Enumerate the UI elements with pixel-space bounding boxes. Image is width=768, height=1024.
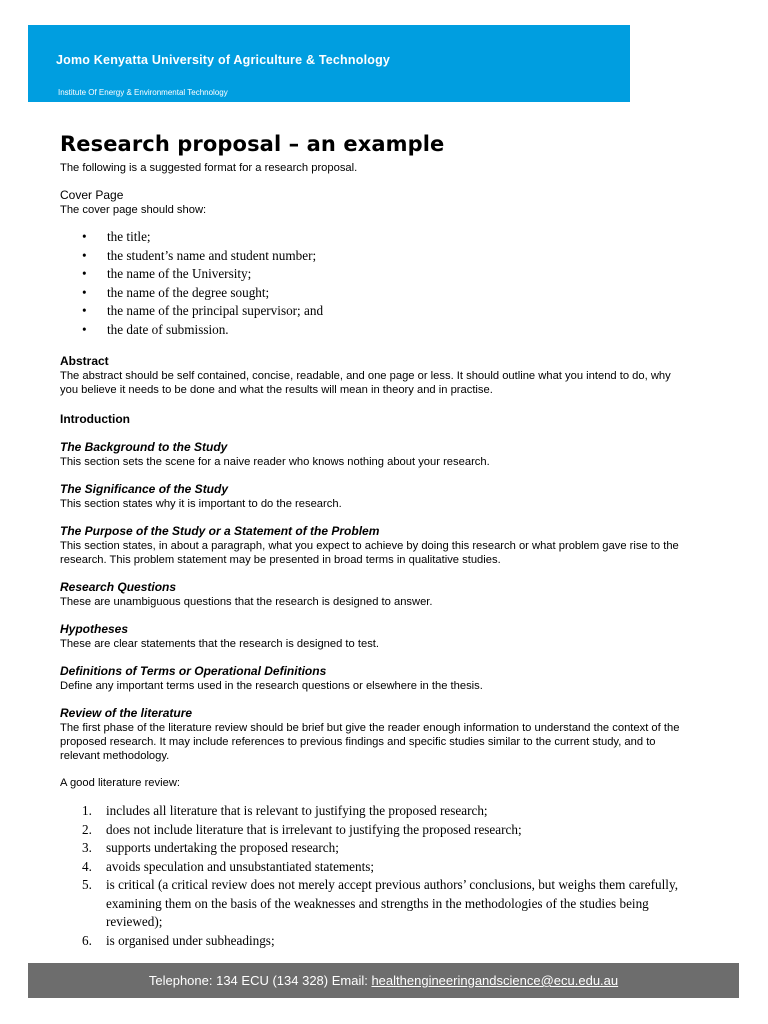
section-heading: Hypotheses xyxy=(60,622,129,636)
page-title: Research proposal – an example xyxy=(60,132,445,156)
list-item: • the date of submission. xyxy=(60,321,680,340)
list-text: is organised under subheadings; xyxy=(106,932,275,948)
intro-text: The following is a suggested format for a research proposal. xyxy=(60,162,358,174)
section-text: This section states, in about a paragraph, what you expect to achieve by doing this research or what problem gave rise to the research. This problem statement may be presented in broad terms in qualitative studies. xyxy=(60,540,679,566)
review-list xyxy=(60,802,680,950)
footer-bar xyxy=(28,963,739,998)
list-number: 3. xyxy=(82,840,92,855)
section-heading: Definitions of Terms or Operational Definitions xyxy=(60,664,327,678)
section-heading: The Background to the Study xyxy=(60,440,228,454)
section-text: These are clear statements that the research is designed to test. xyxy=(60,638,380,650)
list-number: 5. xyxy=(82,877,92,892)
section-heading: Review of the literature xyxy=(60,706,193,720)
list-number: 6. xyxy=(82,932,92,948)
cover-text: The cover page should show: xyxy=(60,204,207,216)
section-text: This section sets the scene for a naive reader who knows nothing about your research. xyxy=(60,456,490,468)
footer-contact: Telephone: 134 ECU (134 328) Email: xyxy=(148,973,372,988)
section-heading: The Significance of the Study xyxy=(60,482,229,496)
list-item: • the title; xyxy=(60,228,680,247)
list-item: • the student’s name and student number; xyxy=(60,247,680,266)
list-text: is critical (a critical review does not merely accept previous authors’ conclusions, but weighs them carefully, examining them on the basis of the weaknesses and strengths in the methodologies of the studies being reviewed); xyxy=(106,877,678,929)
section-text: This section states why it is important to do the research. xyxy=(60,498,342,510)
department-name: Institute Of Energy & Environmental Technology xyxy=(58,88,228,97)
list-item: • the name of the degree sought; xyxy=(60,284,680,303)
institution-name: Jomo Kenyatta University of Agriculture & Technology xyxy=(56,53,391,67)
email-link[interactable]: healthengineeringandscience@ecu.edu.au xyxy=(371,973,619,988)
list-text: supports undertaking the proposed research; xyxy=(106,840,339,855)
list-text: includes all literature that is relevant to justifying the proposed research; xyxy=(106,803,488,818)
review-lead: A good literature review: xyxy=(60,777,181,789)
header-banner xyxy=(28,25,630,102)
section-text: These are unambiguous questions that the research is designed to answer. xyxy=(60,596,433,608)
abstract-heading: Abstract xyxy=(60,354,109,368)
list-item xyxy=(60,802,680,821)
list-item: • the name of the principal supervisor; and xyxy=(60,302,680,321)
section-text: Define any important terms used in the research questions or elsewhere in the thesis. xyxy=(60,680,483,692)
list-number: 4. xyxy=(82,858,92,874)
cover-heading: Cover Page xyxy=(60,188,124,202)
list-item xyxy=(60,876,680,932)
section-text: The first phase of the literature review should be brief but give the reader enough information to understand the context of the proposed research. It may include references to previous findings and specific studies similar to the current study, and to relevant methodology. xyxy=(60,722,680,762)
list-item xyxy=(60,858,680,877)
cover-list xyxy=(60,228,680,339)
document-body xyxy=(60,129,680,950)
list-text: does not include literature that is irrelevant to justifying the proposed research; xyxy=(106,821,522,837)
abstract-text: The abstract should be self contained, concise, readable, and one page or less. It should outline what you intend to do, why you believe it needs to be done and what the results will mean in theory and in practise. xyxy=(60,370,671,396)
list-item xyxy=(60,839,680,858)
section-heading: The Purpose of the Study or a Statement of the Problem xyxy=(60,524,380,538)
list-number: 1. xyxy=(82,803,92,818)
list-item xyxy=(60,821,680,840)
introduction-heading: Introduction xyxy=(60,412,130,426)
list-number: 2. xyxy=(82,821,92,837)
list-item: • the name of the University; xyxy=(60,265,680,284)
list-item xyxy=(60,932,680,951)
list-text: avoids speculation and unsubstantiated statements; xyxy=(106,858,375,874)
section-heading: Research Questions xyxy=(60,580,177,594)
